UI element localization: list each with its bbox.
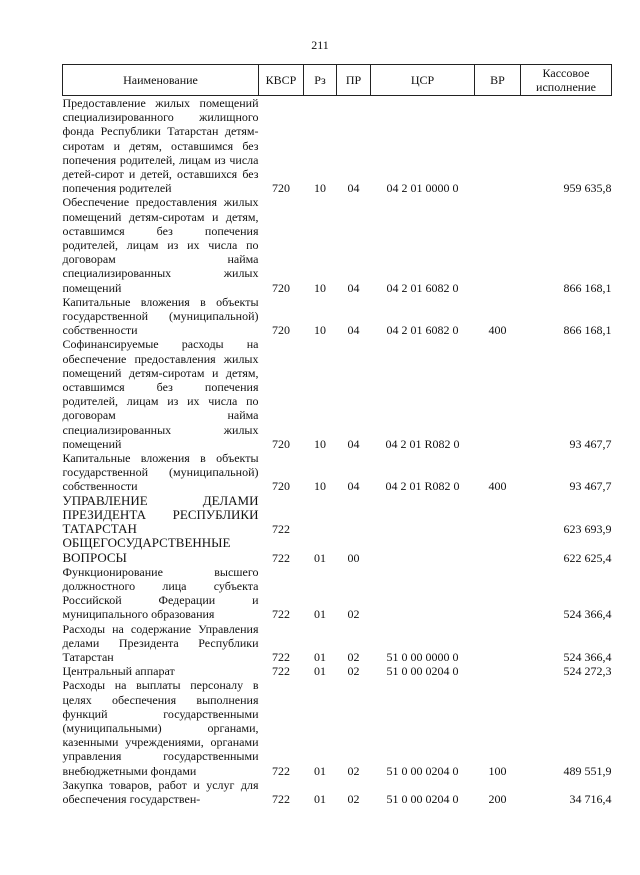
row-name: Обеспечение предоставления жилых помещений детям-сиротам и детям, оставшимся без попечения родителей, лицам из их числа по договорам найма специализированных жилых помещений (62, 195, 259, 295)
row-vr (475, 337, 521, 451)
row-name: Софинансируемые расходы на обеспечение предоставления жилых помещений детям-сиротам и детям, оставшимся без попечения родителей, лицам из их числа по договорам найма специализированных жилых помещений (62, 337, 259, 451)
row-vr (475, 622, 521, 665)
row-csr (371, 565, 475, 622)
row-kvsr: 722 (272, 649, 290, 664)
row-rz: 01 (314, 607, 326, 622)
row-kvsr: 722 (272, 607, 290, 622)
row-amount: 34 716,4 (569, 791, 612, 806)
table-row (63, 678, 612, 777)
row-name: Предоставление жилых помещений специализированного жилищного фонда Республики Татарстан детям-сиротам и детям, оставшимся без попечения родителей, лицам из числа детей-сирот и детей, оставшихся без попечения родителей (62, 96, 259, 196)
row-vr (475, 536, 521, 564)
budget-table (62, 64, 612, 806)
row-csr: 51 0 00 0000 0 (386, 649, 459, 664)
row-rz: 01 (314, 550, 326, 565)
row-amount: 524 366,4 (563, 607, 612, 622)
row-kvsr: 722 (272, 522, 290, 537)
row-vr (475, 195, 521, 294)
table-row (63, 451, 612, 494)
row-csr: 51 0 00 0204 0 (386, 791, 459, 806)
table-row (63, 494, 612, 537)
row-name: Функционирование высшего должностного лица субъекта Российской Федерации и муниципального образования (62, 564, 259, 622)
row-pr: 02 (347, 791, 360, 806)
row-pr: 02 (347, 607, 360, 622)
row-rz: 10 (314, 181, 326, 196)
row-csr: 51 0 00 0204 0 (386, 763, 459, 778)
row-amount: 959 635,8 (563, 181, 612, 196)
row-amount: 524 366,4 (563, 649, 612, 664)
header-kvsr: КВСР (259, 65, 304, 96)
row-csr: 51 0 00 0204 0 (386, 664, 459, 679)
table-row (63, 664, 612, 678)
row-csr: 04 2 01 6082 0 (386, 323, 459, 338)
table-row (63, 337, 612, 451)
row-pr: 02 (347, 649, 360, 664)
row-kvsr: 720 (272, 436, 290, 451)
row-name: Капитальные вложения в объекты государственной (муниципальной) собственности (62, 451, 259, 494)
row-vr: 100 (488, 763, 507, 778)
row-kvsr: 722 (272, 791, 290, 806)
row-amount: 93 467,7 (569, 436, 612, 451)
row-name: ОБЩЕГОСУДАРСТВЕННЫЕ ВОПРОСЫ (62, 535, 231, 565)
row-csr: 04 2 01 R082 0 (385, 436, 460, 451)
row-vr: 400 (488, 479, 507, 494)
row-amount: 93 467,7 (569, 479, 612, 494)
row-amount: 623 693,9 (563, 522, 612, 537)
row-rz (304, 494, 337, 537)
row-name: Расходы на содержание Управления делами Президента Республики Татарстан (62, 621, 259, 664)
table-row (63, 96, 612, 196)
row-kvsr: 720 (272, 323, 290, 338)
page-number: 211 (311, 38, 329, 52)
header-kassa: Кассовое исполнение (521, 65, 612, 96)
row-rz: 01 (314, 664, 326, 679)
row-pr: 04 (347, 280, 360, 295)
table-row (63, 536, 612, 564)
row-amount: 622 625,4 (563, 550, 612, 565)
row-pr: 02 (347, 763, 360, 778)
row-rz: 01 (314, 791, 326, 806)
row-vr: 400 (488, 323, 507, 338)
row-vr (475, 96, 521, 196)
table-row (63, 565, 612, 622)
header-name: Наименование (63, 65, 259, 96)
row-pr: 00 (347, 550, 360, 565)
row-kvsr: 720 (272, 280, 290, 295)
row-csr: 04 2 01 0000 0 (386, 181, 459, 196)
row-kvsr: 722 (272, 550, 290, 565)
row-pr (337, 494, 371, 537)
table-row (63, 195, 612, 294)
row-pr: 04 (347, 436, 360, 451)
row-csr: 04 2 01 R082 0 (385, 479, 460, 494)
row-amount: 524 272,3 (563, 664, 612, 679)
row-name: Центральный аппарат (62, 664, 175, 679)
row-rz: 10 (314, 323, 326, 338)
table-row (63, 622, 612, 665)
row-rz: 01 (314, 763, 326, 778)
row-pr: 04 (347, 323, 360, 338)
row-csr (371, 536, 475, 564)
row-vr: 200 (488, 791, 507, 806)
row-pr: 04 (347, 479, 360, 494)
row-kvsr: 722 (272, 763, 290, 778)
row-amount: 489 551,9 (563, 763, 612, 778)
row-rz: 10 (314, 479, 326, 494)
row-rz: 01 (314, 649, 326, 664)
row-pr: 02 (347, 664, 360, 679)
row-kvsr: 722 (272, 664, 290, 679)
row-csr: 04 2 01 6082 0 (386, 280, 459, 295)
header-vr: ВР (475, 65, 521, 96)
row-amount: 866 168,1 (563, 323, 612, 338)
header-rz: Рз (304, 65, 337, 96)
row-vr (475, 565, 521, 622)
row-kvsr: 720 (272, 479, 290, 494)
table-header-row (63, 65, 612, 96)
row-rz: 10 (314, 280, 326, 295)
row-name: Расходы на выплаты персоналу в целях обеспечения выполнения функций государственными (муниципальными) органами, казенными учреждениями, органами управления государственными внебюджетными фондами (62, 678, 259, 778)
header-csr: ЦСР (371, 65, 475, 96)
row-kvsr: 720 (272, 181, 290, 196)
row-pr: 04 (347, 181, 360, 196)
row-name: Закупка товаров, работ и услуг для обеспечения государствен- (62, 777, 259, 806)
row-rz: 10 (314, 436, 326, 451)
row-name: Капитальные вложения в объекты государственной (муниципальной) собственности (62, 294, 259, 338)
header-pr: ПР (337, 65, 371, 96)
row-csr (371, 494, 475, 537)
row-amount: 866 168,1 (563, 280, 612, 295)
table-row (63, 295, 612, 338)
row-vr (475, 664, 521, 678)
row-vr (475, 494, 521, 537)
row-name: УПРАВЛЕНИЕ ДЕЛАМИ ПРЕЗИДЕНТА РЕСПУБЛИКИ ТАТАРСТАН (62, 492, 259, 537)
table-row (63, 778, 612, 806)
